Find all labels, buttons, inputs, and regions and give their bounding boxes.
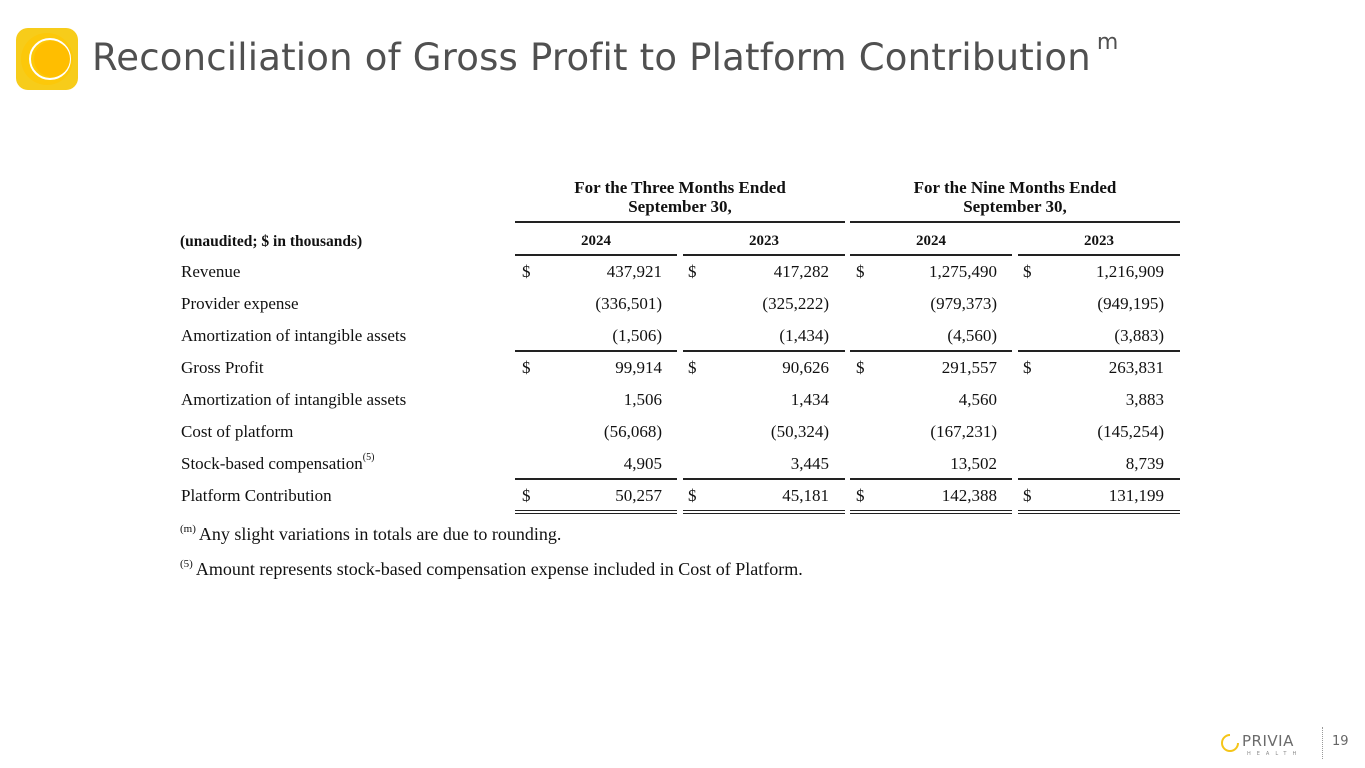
logo-ring-icon bbox=[1220, 733, 1240, 753]
total-double-rule bbox=[1018, 510, 1180, 514]
table-cell: (1,434) bbox=[779, 326, 829, 345]
table-row bbox=[172, 390, 1182, 418]
table-cell: (4,560) bbox=[947, 326, 997, 345]
table-cell: (979,373) bbox=[930, 294, 997, 313]
year-header: 2024 bbox=[916, 233, 946, 249]
footnote-stock-comp: $^{(5)}$ Amount represents stock-based compensation expense included in Cost of Platform. bbox=[180, 558, 803, 579]
subtotal-rule bbox=[1018, 478, 1180, 480]
table-cell: 45,181 bbox=[782, 486, 829, 505]
table-cell: (167,231) bbox=[930, 422, 997, 441]
table-cell: 1,275,490 bbox=[929, 262, 997, 281]
footnote-rounding: $^{(m)}$ Any slight variations in totals are due to rounding. bbox=[180, 523, 562, 544]
table-row bbox=[172, 262, 1182, 290]
table-cell: 50,257 bbox=[615, 486, 662, 505]
currency-symbol: $ bbox=[522, 486, 531, 505]
year-header: 2023 bbox=[1084, 233, 1114, 249]
table-cell: 3,883 bbox=[1125, 390, 1164, 409]
group-rule bbox=[515, 221, 845, 223]
table-cell: 263,831 bbox=[1108, 358, 1164, 377]
table-cell: (56,068) bbox=[603, 422, 662, 441]
table-cell: 8,739 bbox=[1125, 454, 1164, 473]
total-double-rule bbox=[683, 510, 845, 514]
privia-health-logo bbox=[1220, 730, 1312, 760]
table-cell: (145,254) bbox=[1097, 422, 1164, 441]
table-cell: 99,914 bbox=[615, 358, 662, 377]
currency-symbol: $ bbox=[856, 486, 865, 505]
year-rule bbox=[683, 254, 845, 256]
year-rule bbox=[515, 254, 677, 256]
year-rule bbox=[1018, 254, 1180, 256]
table-cell: (1,506) bbox=[612, 326, 662, 345]
year-header: 2023 bbox=[749, 233, 779, 249]
table-cell: (3,883) bbox=[1114, 326, 1164, 345]
currency-symbol: $ bbox=[1023, 358, 1032, 377]
table-cell: 4,905 bbox=[623, 454, 662, 473]
row-label: Revenue bbox=[181, 262, 241, 281]
table-cell: 3,445 bbox=[790, 454, 829, 473]
table-cell: 90,626 bbox=[782, 358, 829, 377]
logo-name: PRIVIA bbox=[1242, 732, 1294, 750]
table-cell: (50,324) bbox=[770, 422, 829, 441]
subtotal-rule bbox=[683, 350, 845, 352]
subtotal-rule bbox=[515, 478, 677, 480]
row-label: Stock-based compensation$^{(5)}$ bbox=[181, 452, 375, 473]
currency-symbol: $ bbox=[688, 486, 697, 505]
row-label: Amortization of intangible assets bbox=[181, 326, 407, 345]
table-cell: (336,501) bbox=[595, 294, 662, 313]
subtotal-rule bbox=[683, 478, 845, 480]
subtotal-rule bbox=[850, 478, 1012, 480]
table-cell: 417,282 bbox=[773, 262, 829, 281]
subtotal-rule bbox=[515, 350, 677, 352]
currency-symbol: $ bbox=[688, 262, 697, 281]
table-cell: (949,195) bbox=[1097, 294, 1164, 313]
table-cell: 142,388 bbox=[941, 486, 997, 505]
table-cell: 131,199 bbox=[1108, 486, 1164, 505]
logo-sub: HEALTH bbox=[1247, 751, 1303, 757]
group-rule bbox=[850, 221, 1180, 223]
table-cell: 4,560 bbox=[958, 390, 997, 409]
row-label: Amortization of intangible assets bbox=[181, 390, 407, 409]
reconciliation-table bbox=[172, 178, 1182, 523]
subtotal-rule bbox=[1018, 350, 1180, 352]
page-title: Reconciliation of Gross Profit to Platform Contribution $^m$ bbox=[92, 30, 1119, 79]
year-rule bbox=[850, 254, 1012, 256]
subtotal-rule bbox=[850, 350, 1012, 352]
currency-symbol: $ bbox=[1023, 262, 1032, 281]
currency-symbol: $ bbox=[522, 262, 531, 281]
row-label: Provider expense bbox=[181, 294, 299, 313]
total-double-rule bbox=[850, 510, 1012, 514]
table-cell: 1,506 bbox=[623, 390, 662, 409]
year-header: 2024 bbox=[581, 233, 611, 249]
currency-symbol: $ bbox=[522, 358, 531, 377]
page-number: 19 bbox=[1332, 734, 1349, 749]
unit-label: (unaudited; $ in thousands) bbox=[180, 233, 363, 250]
footer-divider bbox=[1322, 727, 1323, 759]
table-cell: 1,434 bbox=[790, 390, 829, 409]
group-header-nine-months: For the Nine Months Ended September 30, bbox=[913, 178, 1117, 216]
table-row bbox=[172, 358, 1182, 386]
table-cell: 291,557 bbox=[941, 358, 997, 377]
table-cell: 1,216,909 bbox=[1096, 262, 1164, 281]
row-label: Gross Profit bbox=[181, 358, 264, 377]
total-double-rule bbox=[515, 510, 677, 514]
row-label: Platform Contribution bbox=[181, 486, 332, 505]
table-row bbox=[172, 422, 1182, 450]
table-row bbox=[172, 294, 1182, 322]
currency-symbol: $ bbox=[856, 262, 865, 281]
title-sun-icon bbox=[16, 28, 78, 90]
row-label: Cost of platform bbox=[181, 422, 294, 441]
currency-symbol: $ bbox=[688, 358, 697, 377]
table-cell: 437,921 bbox=[606, 262, 662, 281]
currency-symbol: $ bbox=[1023, 486, 1032, 505]
table-cell: (325,222) bbox=[762, 294, 829, 313]
currency-symbol: $ bbox=[856, 358, 865, 377]
table-cell: 13,502 bbox=[950, 454, 997, 473]
group-header-three-months: For the Three Months Ended September 30, bbox=[574, 178, 786, 216]
